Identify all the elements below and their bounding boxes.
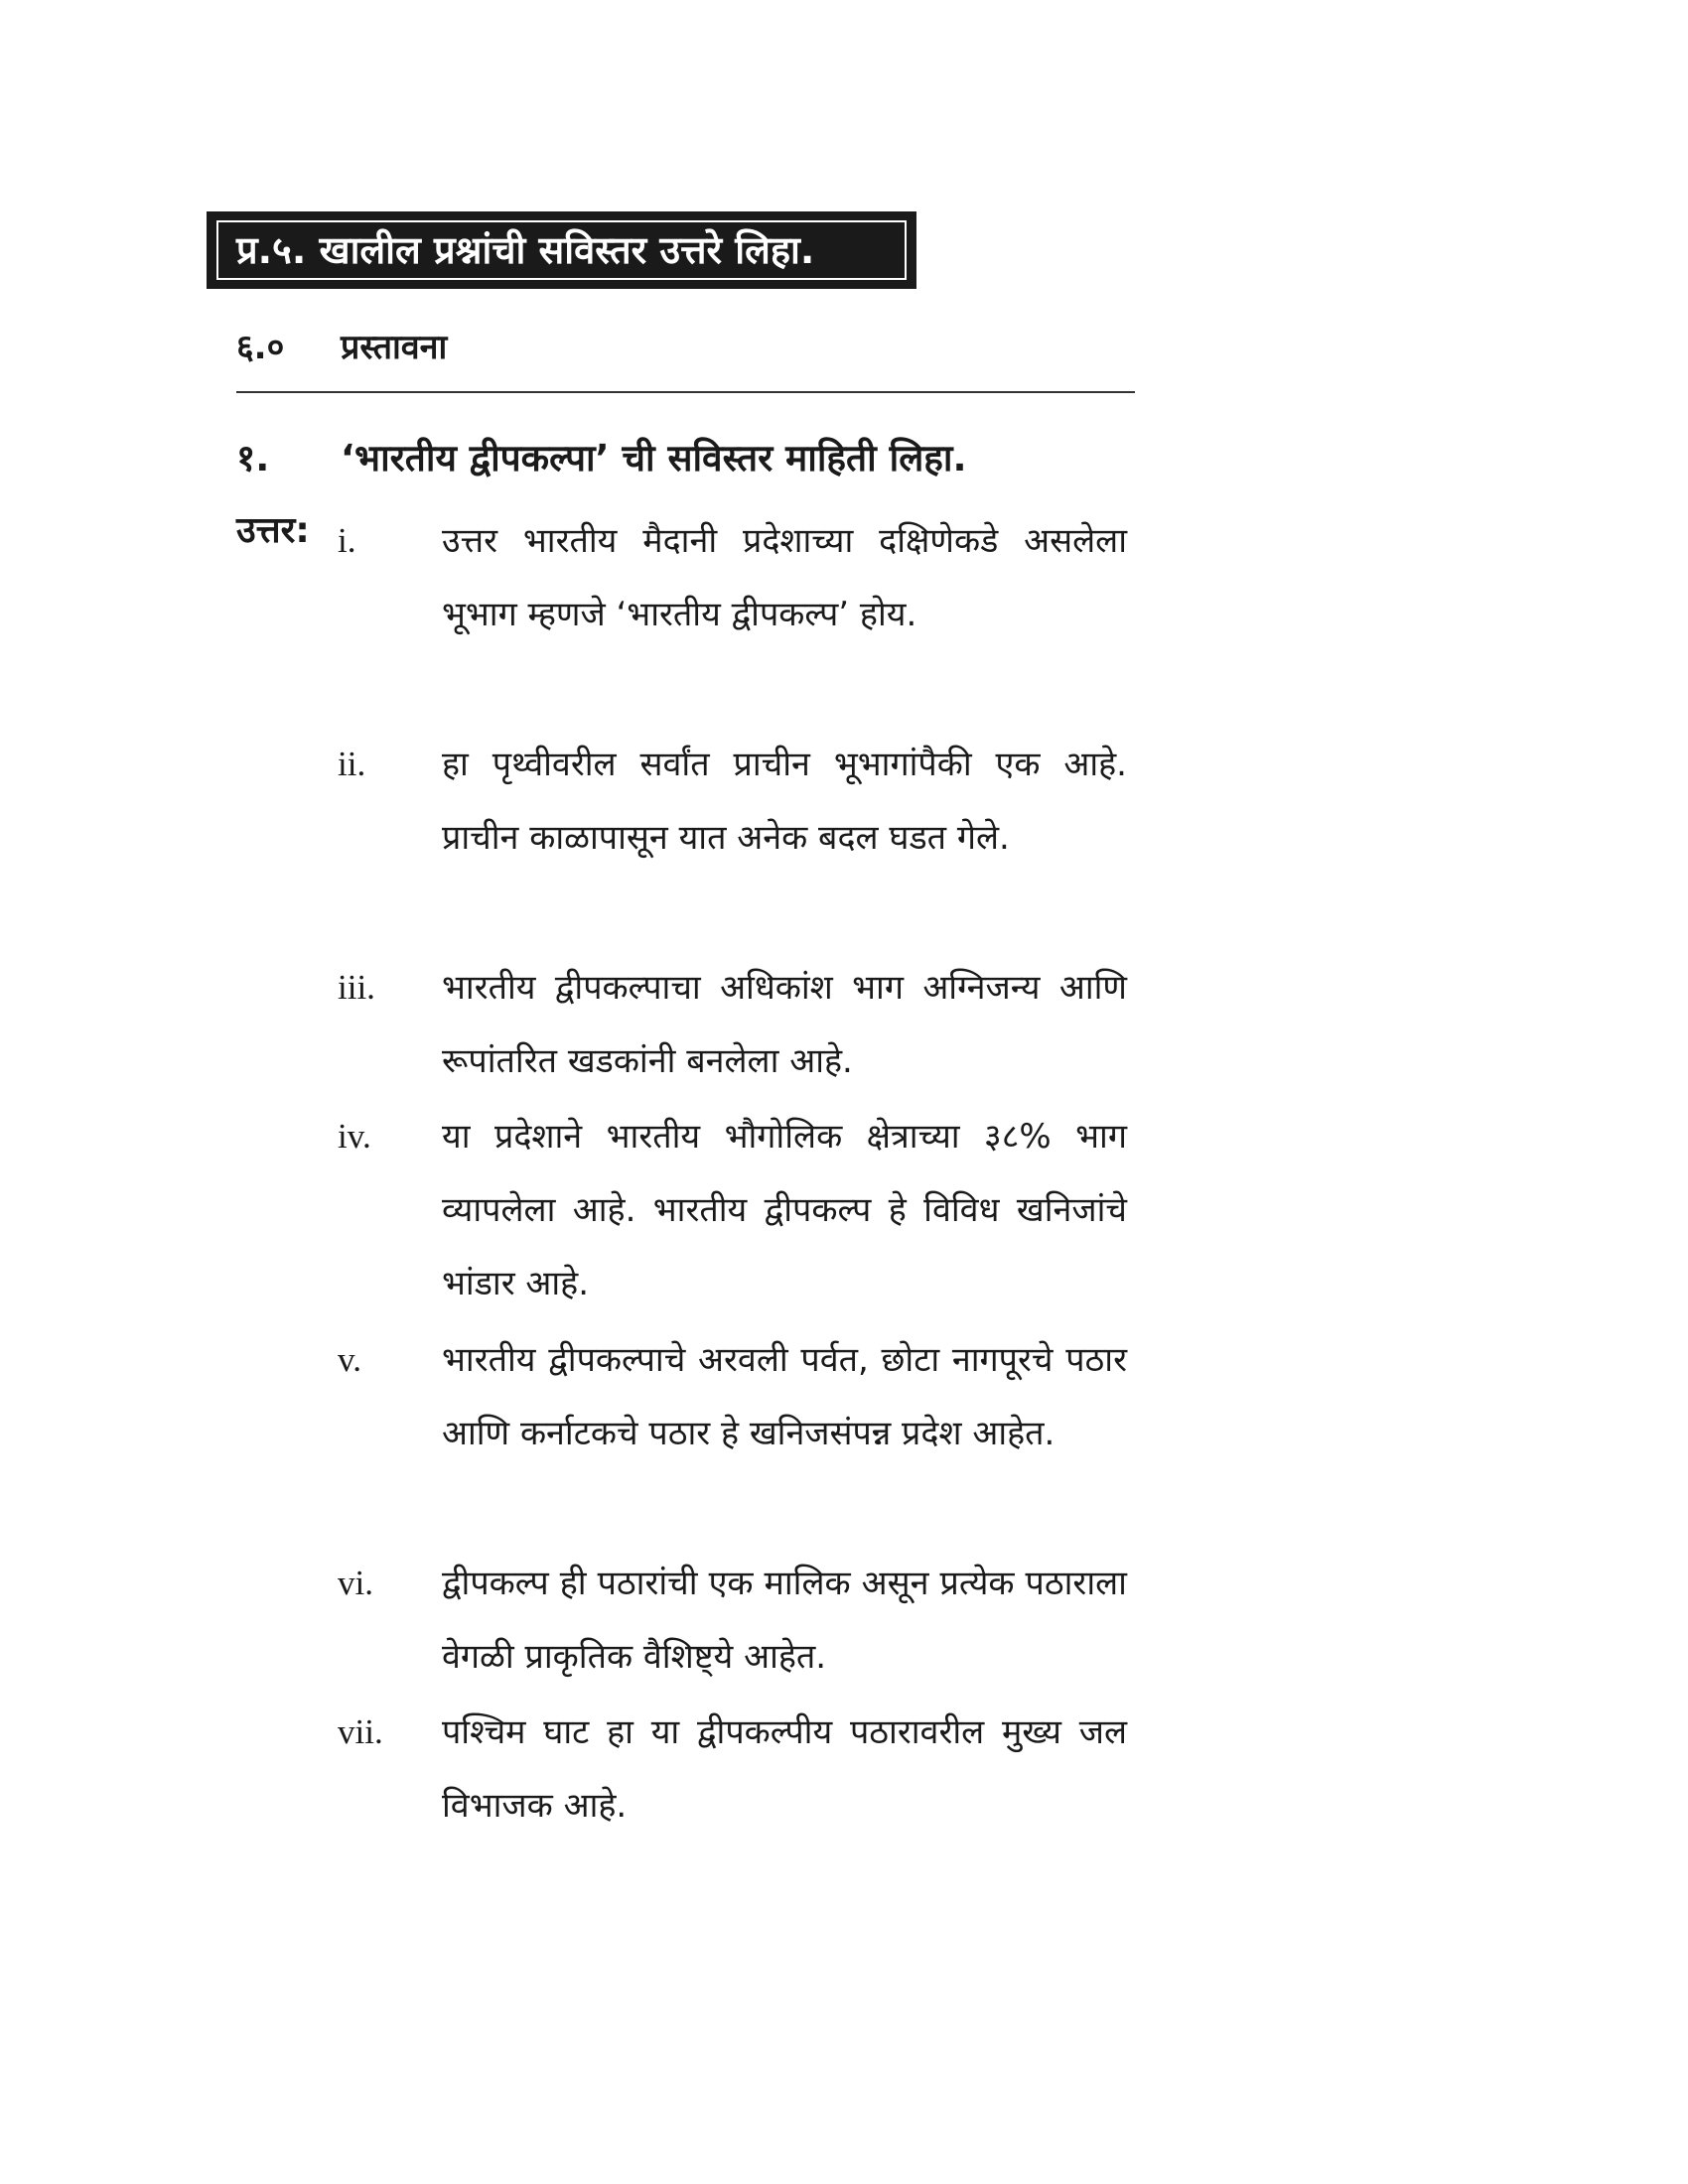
item-text: या प्रदेशाने भारतीय भौगोलिक क्षेत्राच्या ३८% भाग व्यापलेला आहे. भारतीय द्वीपकल्प हे विविध खनिजांचे भांडार आहे. [442, 1117, 1127, 1303]
section-number: ६.० [236, 328, 285, 367]
item-numeral: ii. [338, 745, 366, 783]
item-text: द्वीपकल्प ही पठारांची एक मालिक असून प्रत्येक पठाराला वेगळी प्राकृतिक वैशिष्ट्ये आहेत. [442, 1564, 1127, 1677]
item-text: हा पृथ्वीवरील सर्वांत प्राचीन भूभागांपैकी एक आहे. प्राचीन काळापासून यात अनेक बदल घडत गेले. [442, 745, 1127, 858]
item-numeral: iv. [338, 1117, 371, 1156]
item-text: पश्चिम घाट हा या द्वीपकल्पीय पठारावरील मुख्य जल विभाजक आहे. [442, 1712, 1127, 1826]
question-number: १. [236, 437, 270, 479]
item-text: भारतीय द्वीपकल्पाचा अधिकांश भाग अग्निजन्य आणि रूपांतरित खडकांनी बनलेला आहे. [442, 968, 1127, 1081]
item-numeral: i. [338, 521, 356, 560]
question-banner [207, 211, 916, 289]
item-text: भारतीय द्वीपकल्पाचे अरवली पर्वत, छोटा नागपूरचे पठार आणि कर्नाटकचे पठार हे खनिजसंपन्न प्रदेश आहेत. [442, 1340, 1127, 1453]
item-numeral: iii. [338, 968, 375, 1007]
item-numeral: vii. [338, 1712, 383, 1751]
item-numeral: v. [338, 1340, 361, 1379]
question-text: ‘भारतीय द्वीपकल्पा’ ची सविस्तर माहिती लिहा. [341, 437, 967, 479]
banner-title: प्र.५. खालील प्रश्नांची सविस्तर उत्तरे लिहा. [236, 228, 815, 272]
item-text: उत्तर भारतीय मैदानी प्रदेशाच्या दक्षिणेकडे असलेला भूभाग म्हणजे ‘भारतीय द्वीपकल्प’ होय. [442, 521, 1127, 634]
section-title: प्रस्तावना [341, 328, 448, 367]
answer-label: उत्तर: [236, 510, 310, 551]
item-numeral: vi. [338, 1564, 373, 1602]
section-divider [236, 391, 1135, 393]
